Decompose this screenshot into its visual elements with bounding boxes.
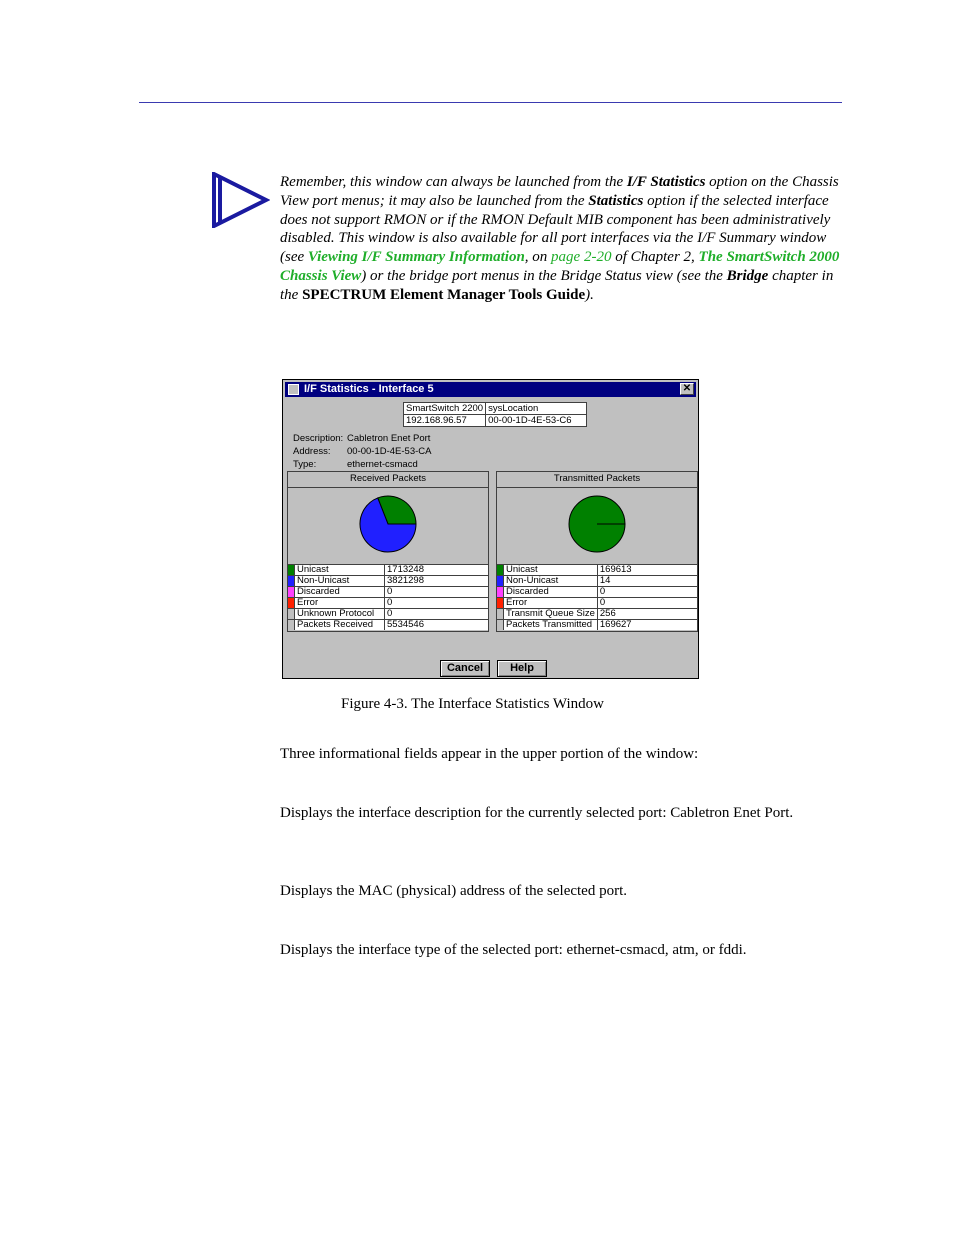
stat-value: 5534546 xyxy=(385,620,489,631)
note-text: Remember, this window can always be launched from the I/F Statistics option on the Chassis View port menus; it may also be launched from the Statistics option if the selected interface does not support RMON or if the RMON Default MIB component has been administratively disabled. This window is also available for all port interfaces via the I/F Summary window (see Viewing I/F Summary Information, on page 2-20 of Chapter 2, The SmartSwitch 2000 Chassis View) or the bridge port menus in the Bridge Status view (see the Bridge chapter in the SPECTRUM Element Manager Tools Guide). xyxy=(280,174,840,303)
stat-value: 1713248 xyxy=(385,565,489,576)
table-row xyxy=(497,620,697,631)
intro-paragraph: Three informational fields appear in the upper portion of the window: xyxy=(280,746,699,762)
transmitted-pie-chart xyxy=(497,489,697,561)
stat-name: Discarded xyxy=(295,587,385,598)
close-button[interactable]: ✕ xyxy=(680,383,694,395)
type-label: Type: xyxy=(293,459,317,470)
address-value: 00-00-1D-4E-53-CA xyxy=(347,446,432,457)
cancel-button[interactable]: Cancel xyxy=(440,660,490,677)
window-app-icon xyxy=(288,384,299,395)
stat-name: Packets Transmitted xyxy=(504,620,598,631)
address-field-text: Displays the MAC (physical) address of the selected port. xyxy=(280,883,627,899)
address-label: Address: xyxy=(293,446,331,457)
type-field-text: Displays the interface type of the selected port: ethernet-csmacd, atm, or fddi. xyxy=(280,942,747,958)
transmitted-packets-panel xyxy=(496,471,698,632)
stat-value: 3821298 xyxy=(385,576,489,587)
stat-name: Error xyxy=(504,598,598,609)
description-field-text: Displays the interface description for the currently selected port: Cabletron Enet Port. xyxy=(280,805,794,821)
table-row xyxy=(288,609,488,620)
stat-name: Non-Unicast xyxy=(504,576,598,587)
table-row xyxy=(497,565,697,576)
stat-value: 0 xyxy=(385,587,489,598)
table-row xyxy=(497,576,697,587)
device-name: SmartSwitch 2200 xyxy=(404,403,486,415)
stat-value: 169627 xyxy=(597,620,697,631)
stat-name: Packets Received xyxy=(295,620,385,631)
help-button[interactable]: Help xyxy=(497,660,547,677)
stat-value: 14 xyxy=(597,576,697,587)
device-location: sysLocation xyxy=(486,403,587,415)
stat-value: 0 xyxy=(597,598,697,609)
link-page-2-20[interactable]: page 2-20 xyxy=(551,249,612,266)
device-mac: 00-00-1D-4E-53-C6 xyxy=(486,415,587,427)
table-row xyxy=(288,576,488,587)
stat-value: 256 xyxy=(597,609,697,620)
table-row xyxy=(288,620,488,631)
table-row xyxy=(288,587,488,598)
header-rule xyxy=(139,102,842,103)
window-titlebar xyxy=(285,382,696,397)
link-chassis-view[interactable]: The SmartSwitch 2000 Chassis View xyxy=(280,249,840,284)
stat-value: 0 xyxy=(385,598,489,609)
if-statistics-window xyxy=(282,379,699,679)
received-packets-panel xyxy=(287,471,489,632)
window-title: I/F Statistics - Interface 5 xyxy=(304,383,434,395)
figure-caption: Figure 4-3. The Interface Statistics Window xyxy=(341,696,604,712)
description-value: Cabletron Enet Port xyxy=(347,433,431,444)
device-ip: 192.168.96.57 xyxy=(404,415,486,427)
table-row xyxy=(497,598,697,609)
stat-name: Unicast xyxy=(504,565,598,576)
note-bold-if-statistics: I/F Statistics xyxy=(626,174,706,190)
device-info-table xyxy=(403,402,587,427)
stat-value: 0 xyxy=(385,609,489,620)
link-viewing-if-summary[interactable]: Viewing I/F Summary Information xyxy=(307,249,525,266)
transmitted-stats-table xyxy=(497,564,697,630)
received-packets-title: Received Packets xyxy=(288,472,488,488)
table-row xyxy=(288,565,488,576)
stat-name: Error xyxy=(295,598,385,609)
note-tools-guide: SPECTRUM Element Manager Tools Guide xyxy=(302,286,586,303)
note-bold-statistics: Statistics xyxy=(588,192,644,209)
transmitted-packets-title: Transmitted Packets xyxy=(497,472,697,488)
table-row xyxy=(497,609,697,620)
type-value: ethernet-csmacd xyxy=(347,459,418,470)
received-pie-chart xyxy=(288,489,488,561)
stat-name: Discarded xyxy=(504,587,598,598)
stat-value: 0 xyxy=(597,587,697,598)
received-stats-table xyxy=(288,564,488,630)
stat-name: Unknown Protocol xyxy=(295,609,385,620)
stat-value: 169613 xyxy=(597,565,697,576)
table-row xyxy=(288,598,488,609)
table-row xyxy=(497,587,697,598)
note-bold-bridge: Bridge xyxy=(726,267,769,284)
stat-name: Transmit Queue Size xyxy=(504,609,598,620)
note-triangle-icon xyxy=(212,172,270,228)
stat-name: Non-Unicast xyxy=(295,576,385,587)
description-label: Description: xyxy=(293,433,344,444)
stat-name: Unicast xyxy=(295,565,385,576)
